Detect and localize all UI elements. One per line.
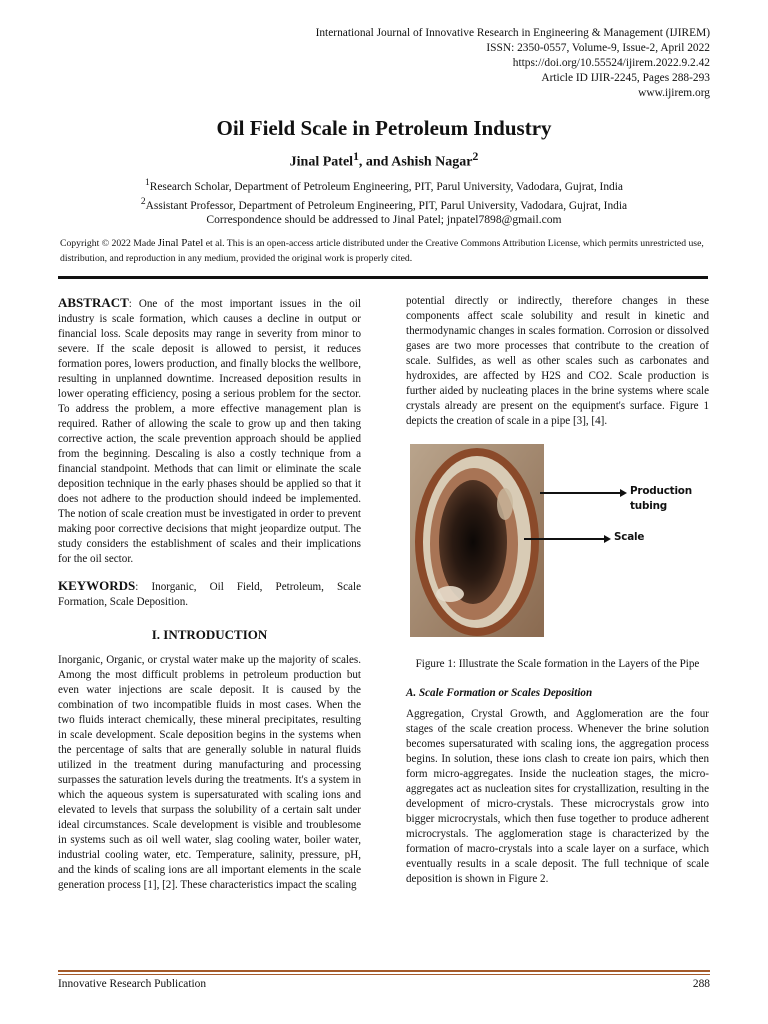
scale-label: Scale [614, 531, 645, 543]
page-footer [58, 978, 710, 990]
paper-title: Oil Field Scale in Petroleum Industry [216, 116, 552, 140]
journal-name: International Journal of Innovative Research in Engineering & Management (IJIREM) [315, 27, 710, 39]
left-column [58, 295, 361, 893]
footer-rule-thin [58, 974, 710, 975]
scale-arrow-head [604, 535, 611, 543]
copyright-author: Jinal Patel [157, 237, 204, 249]
section-a-text: Aggregation, Crystal Growth, and Agglomeration are the four stages of the scale creation process. Whenever the brine solution becomes supersaturated with scaling ions, the aggregation process begins. In solution, these ions clash to create ion pairs, which then form micro-aggregates. Inside the nucleation stages, the micro-aggregates act as nucleation sites for crystallization, resulting in the development of micro-crystals. These microcrystals grow into bigger microcrystals, which then fuse together to produce adherent microcrystals. The agglomeration stage is characterized by the formation of macro-crystals into a scale layer on a surface, which eventually results in a scale deposit. The full technique of scale deposition is shown in Figure 2. [406, 708, 709, 885]
figure-1-caption: Figure 1: Illustrate the Scale formation in the Layers of the Pipe [415, 658, 700, 670]
author-line [0, 150, 768, 171]
affiliation-2-text: Assistant Professor, Department of Petroleum Engineering, PIT, Parul University, Vadodara, Gujrat, India [145, 199, 628, 212]
keywords-text: : Inorganic, Oil Field, Petroleum, Scale Formation, Scale Deposition. [58, 581, 361, 608]
footer-rule-thick [58, 970, 710, 972]
author-1-sup: 1 [353, 150, 359, 163]
introduction-continued: potential directly or indirectly, therefore changes in these components affect scale solubility and result in kinetic and thermodynamic changes in scales formation. Corrosion or dissolved gases are two more processes that contribute to the creation of scale. Sulfides, as well as other scales such as carbonates and hydroxides, are affected by H2S and CO2. Scale production is further aided by nucleating places in the brine systems where scale crystals already are present on the equipment's surface. Figure 1 depicts the creation of scale in a pipe [3], [4]. [406, 295, 709, 427]
introduction-heading: I. INTRODUCTION [151, 627, 268, 642]
abstract-text: : One of the most important issues in the oil industry is scale formation, which causes a decline in output or financial loss. Scale deposits may range in severity from minor to severe. If the scale deposit is allowed to persist, it reduces formation pores, lowers production, and finally blocks the wellbore, resulting in unplanned downtime. Increased deposition results in lower operating efficiency, posing a serious problem for the sector. To address the problem, a more effective management plan is required. Rather of allowing the scale to grow up and then taking corrective action, the scale prevention approach should be applied from the beginning. Descaling is also a costly technique from a financial standpoint. Methods that can limit or eliminate the scale deposition technique in the early phases should be applied so that it does not adhere to the production should indeed be implemented. The notion of scale creation must be investigated in order to prevent making poor corrective decisions that might jeopardize output. The study considers the establishment of scales and their implications for the oil sector. [58, 298, 361, 565]
author-2-sup: 2 [472, 150, 479, 163]
production-tubing-label: Production tubing [630, 485, 692, 512]
journal-website-link[interactable]: www.ijirem.org [638, 87, 710, 99]
figure-1 [406, 444, 709, 644]
correspondence-line: Correspondence should be addressed to Jinal Patel; jnpatel7898@gmail.com [206, 213, 562, 226]
affiliation-1 [0, 176, 768, 195]
keywords-label: KEYWORDS [58, 578, 136, 593]
issn-line: ISSN: 2350-0557, Volume-9, Issue-2, April 2022 [486, 42, 710, 54]
scale-arrow-line [524, 538, 604, 540]
header-divider [58, 276, 708, 279]
right-column [406, 294, 709, 887]
page-number: 288 [692, 978, 710, 990]
affiliation-2 [0, 195, 768, 214]
author-2: Ashish Nagar [391, 154, 473, 170]
pipe-cross-section-image [410, 444, 544, 637]
doi-link[interactable]: https://doi.org/10.55524/ijirem.2022.9.2.42 [512, 57, 710, 69]
tubing-arrow-line [540, 492, 620, 494]
author-separator: , and [358, 154, 392, 170]
affiliation-1-text: Research Scholar, Department of Petroleum Engineering, PIT, Parul University, Vadodara, Gujrat, India [149, 180, 623, 193]
section-a-heading: A. Scale Formation or Scales Deposition [406, 687, 593, 699]
affiliation-1-sup: 1 [145, 178, 150, 188]
affiliations [0, 176, 768, 214]
keywords-paragraph [58, 578, 361, 610]
introduction-text: Inorganic, Organic, or crystal water make up the majority of scales. Among the most difficult problems in petroleum production but even water injections are scale deposit. It is caused by the combination of two incompatible fluids in most cases. When the two fluids interact chemically, these mineral precipitates, resulting in scale development. Scale deposition begins in the systems when the percentage of salts that are generally soluble in natural fluids utilized in the treatment during manufacturing and processing surpasses the saturation levels during the treatments. It's a system in which the aqueous system is supersaturated with scaling ions and elevated to levels that surpass the solubility of a certain salt under ideal circumstances. Scale development is visible and troublesome in systems such as oil well water, slag cooling water, boiler water, industrial cooling water, etc. Temperature, salinity, pressure, pH, and the kinds of scaling ions are all important elements in the scale generation process [1], [2]. These characteristics impact the scaling [58, 654, 361, 891]
copyright-license: et al. This is an open-access article distributed under the Creative Commons Attribution License, which permits unrestricted use, distribution, and reproduction in any medium, provided the original work is properly cited. [60, 238, 704, 264]
copyright-prefix: Copyright © 2022 Made [60, 238, 158, 249]
abstract-label: ABSTRACT [58, 295, 129, 310]
article-id: Article ID IJIR-2245, Pages 288-293 [541, 72, 710, 84]
pipe-illustration [410, 444, 544, 637]
abstract-paragraph [58, 295, 361, 567]
copyright-notice [60, 236, 712, 266]
author-1: Jinal Patel [289, 154, 354, 170]
publisher-name: Innovative Research Publication [58, 978, 207, 990]
affiliation-2-sup: 2 [140, 196, 146, 207]
journal-header [316, 26, 710, 101]
tubing-arrow-head [620, 489, 627, 497]
